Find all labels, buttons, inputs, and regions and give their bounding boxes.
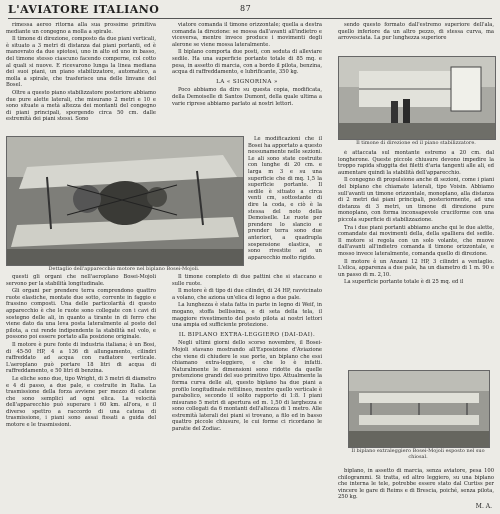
paragraph: Il biplano comporta due posti, con seduta di alleviare sedile. Ha una superficie portante totale di 85 mq. e pesa, in assetto di marcia, con a bordo il pilota, benzina, acqua di raffreddamento, e lubrificante, 350 kg. (172, 49, 322, 76)
paragraph: Gli organi per prendere terra comprendono quattro ruote elastiche, montate due sotto, corrente in faggio e frassino composti. Una delle particolarità di questo apparecchio è che le ruote sono collegate con i cavi di sostegno delle ali, in quanto a tirante in di ferro che viene dato da una leva posta lateralmente al posto del pilota, a cui rende indipendente la stabilità nel volo, e possono poi essere portato alla posizione originale. (6, 288, 156, 341)
caption-photo-3: Il biplano extraleggiero Bosei-Mojoli esposto nel suo chiosal. (351, 448, 485, 460)
paragraph: rimessa aereo ritorna alla sua prossime primitiva mediante un congegno a molla a spirale. (6, 22, 156, 35)
column-2-bottom (172, 274, 322, 508)
photo-biplano-exposed (348, 370, 490, 448)
paragraph: Il timone di direzione, composto da due piani verticali, è situato a 3 metri di distanza dai piani portanti, ed è manovrato da due spiotosi, uno in alto ed uno in basso, del timone stesso ciascuno facendo comperne, col cotto al quali si nuove. E ricevarono lunga la linea mediana dei suoi piani, un piano stabilizzatore, automatico, a molla a spirale, che trasferisce una delle linvane del Bosel. (6, 36, 156, 89)
paragraph: Le eliche sono due, tipo Wright, di 3 metri di diametro e 4 di passo, a due pale, e costruite in Italia. La trasmissione della forza avviene per mezzo di catene che sono semplici ad ogni elica. La velocità dell'apparecchio può superare i 60 km. all'ora, e il diverso spettro a raccordo di una catena di trasmissione, i piani sono assai fissati a guida del motore e le trasmissioni. (6, 375, 156, 429)
paragraph: Il motore è di tipo di due cilindri, di 24 HP, ravvicinato a volano, che aziona un'elica di legno a due pale. (172, 288, 322, 301)
paragraph: Il congegno di propulsione anche di sezioni, come i piani del biplano che chiamate laterali, tipo Voisin. Abbiamo sull'avanti un timone orizzontale, monoplano, alla distanza di 2 metri dai piani principali, posteriormente, ad una distanza di 3 metri, un timone di direzione pure monoplano, con forma inconsapevole cruciforme con una piccola superficie di stabilizzazione. (338, 177, 494, 223)
column-3-bottom (338, 468, 494, 506)
paragraph: questi gli organi che nell'aeroplano Bosei-Mojoli servono per la stabilità longitudinale. (6, 274, 156, 287)
page-header (8, 2, 492, 19)
caption-photo-2: Il timone di direzione ed il piano stabilizzatore. (356, 140, 476, 146)
paragraph: Tra i due piani portanti abbiamo anche qui le due alette, comandate dai movimenti della, della spalliera del sedile. Il motore si regola con un solo volante, che muove dall'avanti all'indietro comanda il timone orizzontale, e mosso invece lateralmente, comanda quello di direzione. (338, 224, 494, 257)
biplane-photo-graphic (349, 371, 489, 447)
column-2-narrow (248, 136, 322, 270)
column-1-top (6, 22, 156, 134)
journal-title: L'AVIATORE ITALIANO (8, 3, 160, 16)
column-1-bottom (6, 274, 156, 508)
paragraph: biplano, in assetto di marcia, senza aviatore, pesa 100 chilogrammi. Si tratta, ed altro leggiero, su una biplano che interna le tele, potrebbe essere stato dal Curtiss per vincere le gare di Reims e di Brescia, poiché, senza pilota, 250 kg. (338, 468, 494, 501)
photo-engine-detail (6, 136, 244, 266)
paragraph: sendo questo formato dall'estremo superiore dell'ala, quello inferiore da un altro pezzo, di stessa curva, ma arrovesciata. La pur lunghezza superiore (338, 22, 494, 42)
photo-rudder (338, 56, 496, 140)
rudder-photo-graphic (339, 57, 495, 139)
paragraph: Negli ultimi giorni dello scorso novembre, il Bosei-Mojoli stavano mostrando all'Esposizione d'Aviazione che viene di chiudere le sue porte, un biplano che essi chiamano extra-leggiero, e che lo è infatti. Naturalmente le dimensioni sono ridotte da quelle pretenzione grandi del suo primitivo tipo. Attualmente la forma curva delle ali, questo biplano ha due piani a profilo longitudinale rettilineo, mentre quello verticale è parabolico, secondo il solito rapporto di 1:8. I piani misurano 5 metri di apertura ed m. 1,50 di larghezza e sono collegati da 6 montanti dell'altezza di 1 metro. Alle estremità laterali dei piani si trovano, a filo ed in basso quattro piccole chiusure, le cui forme ci ricordano le paratie del Zodiac. (172, 340, 322, 433)
paragraph: Le modificazioni che il Bosei ha apportato a questo nessunamente nelle sezioni. Le ali sono state costruite con lunghe di 20 cm. e larga m 3 e su una superficie che di mq. 1,5 la superficie portante. Il sedile è situato a circa venti cm, sottostante di dire la coda, e ciò è la stessa del noto della Demoiselle. Le ruote per prendere lo slancio e prender terra sono due anteriori, a quadrupla sospensione elastica, e sono rivestite ad un apparecchio molto rigido. (248, 136, 322, 261)
paragraph: La superficie portante totale è di 25 mq. ed il (344, 279, 464, 286)
paragraph: Poco abbiamo da dire su questa copia, modificata, della Demoiselle di Santos Dumont, della quale ultima a varie riprese abbiamo parlato ai nostri lettori. (172, 87, 322, 107)
caption-photo-1: Dettaglio dell'apparecchio motore nel biplano Bosei-Mojoli. (48, 266, 200, 272)
page-number: 87 (240, 4, 252, 13)
column-3-middle (338, 150, 494, 366)
engine-photo-graphic (7, 137, 243, 265)
author-initials: M. A. (475, 503, 492, 510)
column-2-top (172, 22, 322, 134)
paragraph: è attaccata sul montante estremo a 20 cm. dal longherone. Queste piccole chiusure devono impedire la troppo rapida sfuggita dei filetti d'aria tangenti alle ali, ed aumentare quindi la stabilità dell'apparecchio. (338, 150, 494, 176)
section-title-signorina: LA « SIGNORINA » (216, 78, 278, 85)
paragraph: Il timone completo di due pattini che si staccano e sulle ruote. (172, 274, 322, 287)
paragraph: viatore comanda il timone orizzontale; quella a destra comanda la direzione: se mossa dall'avanti all'indietro e viceversa, mentre invece produce i movimenti degli alerone se viene mossa lateralmente. (172, 22, 322, 48)
paragraph: Il motore è un Anzani 12 HP, 3 cilindri a ventaglio. L'elica, apparenza a due pale, ha un diametro di 1 m. 90 e un passo di m. 2,10. (338, 258, 494, 278)
column-3-top (338, 22, 494, 52)
paragraph: Il motore è pure fonte di industria italiana; è un Bosi, di 45-50 HP, 4 a 136 di allungamento, cilindri raffreddato ad acqua con radiatore verticale. L'aeroplano può portare 18 litri di acqua di raffreddamento, e 50 litri di benzina. (6, 341, 156, 375)
paragraph: La lunghezza è stata fatta in parte in legno di Weif, in mogano, stoffa bellissima, e di seta della tela, il maggiore rivestimento del posto pilota ai nostri lettori una ampia ed sufficiente protezione. (172, 302, 322, 329)
paragraph: Oltre a questo piano stabilizzatore posteriore abbiamo due pure alette laterali, che misurano 2 metri e 10 e sono situate a metà altezza dei montanti del congegno di piani principali, sporgendo circa 50 cm. dalle estremità dei piani stessi. Sono (6, 89, 156, 123)
section-title-biplano: IL BIPLANO EXTRA-LEGGIERO (DAI-DAI). (178, 331, 316, 338)
